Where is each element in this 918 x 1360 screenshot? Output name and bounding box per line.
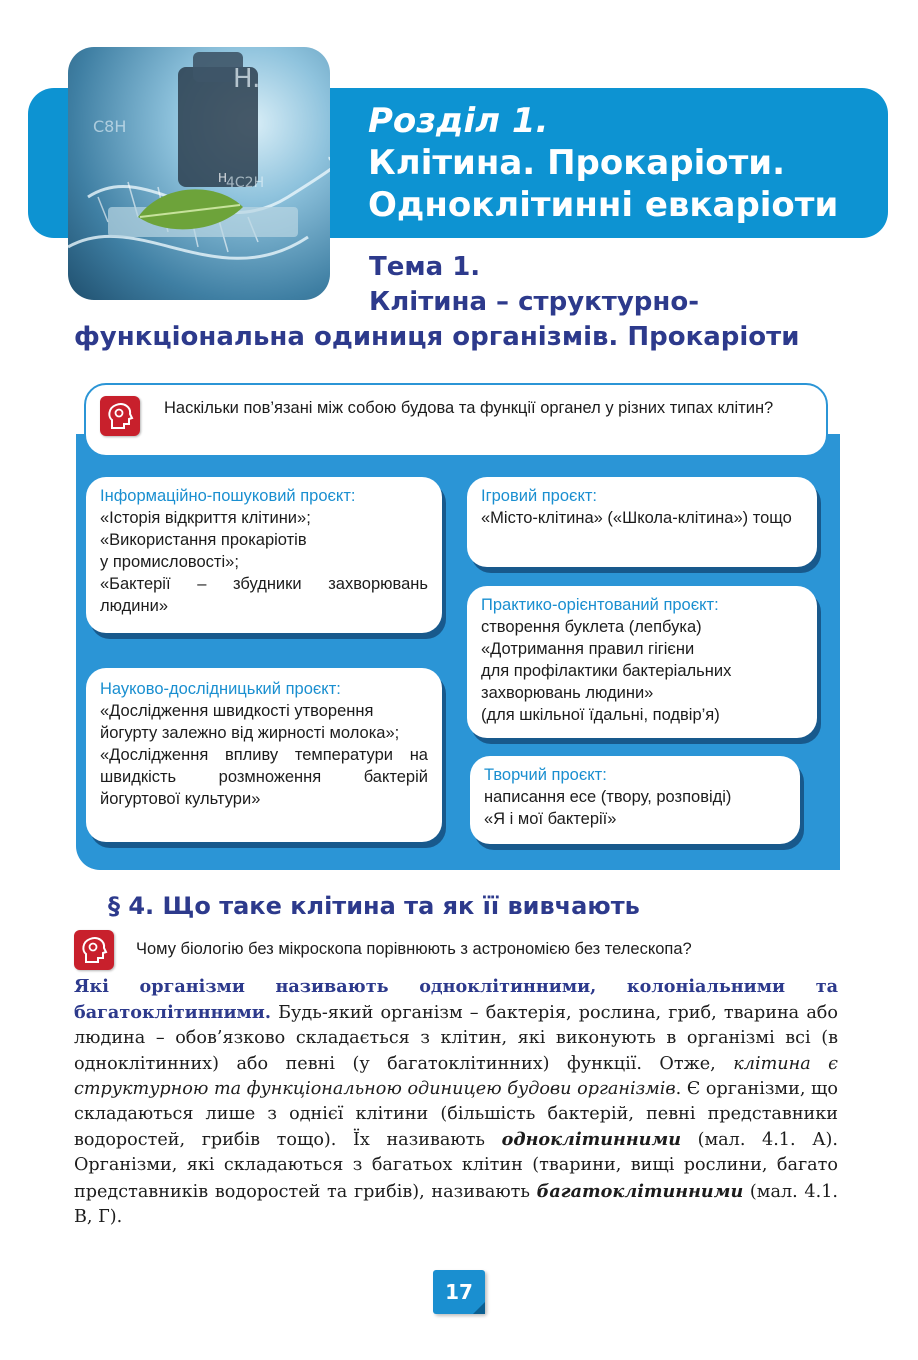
question-head-icon (100, 396, 140, 436)
paragraph-text: Будь-який організм – бактерія, рослина, гриб, тварина або людина – обов’язково складається з клітин, які виконують в організмі всі (в одноклітинних) або певні (у багатоклітинних) функції. Отже, (74, 1003, 838, 1074)
project-game-heading: Ігровий проєкт: (481, 487, 597, 505)
section-question: Чому біологію без мікроскопа порівнюють з астрономією без телескопа? (136, 940, 692, 958)
project-creative-line: «Я і мої бактерії» (484, 810, 617, 828)
term-unicellular: одноклітинними (501, 1129, 681, 1151)
term-multicellular: багатоклітинними (536, 1180, 744, 1202)
paragraph-text: (мал. 4.1. В, Г). (74, 1181, 838, 1227)
page-corner-fold (473, 1302, 485, 1314)
topic-title-line1: Клітина – структурно- (369, 287, 700, 317)
project-practice-line: для профілактики бактеріальних (481, 662, 732, 680)
project-info-line: «Історія відкриття клітини»; (100, 509, 311, 527)
page-number-text: 17 (445, 1280, 473, 1304)
photo-text-atom: H (218, 171, 228, 185)
paragraph-text: . Є організми, що складаються лише з однієї клітини (більшість бактерій, певні представники водоростей, грибів тощо). Їх називають (74, 1078, 838, 1151)
project-research-heading: Науково-дослідницький проєкт: (100, 680, 341, 698)
page-number (433, 1270, 485, 1314)
chapter-title-line1: Клітина. Прокаріоти. (368, 143, 786, 183)
project-info-heading: Інформаційно-пошуковий проєкт: (100, 487, 356, 505)
project-practice-line: створення буклета (лепбука) (481, 618, 702, 636)
chapter-label: Розділ 1. (368, 101, 549, 141)
section-title: § 4. Що таке клітина та як її вивчають (108, 892, 640, 920)
topic-label: Тема 1. (369, 252, 481, 282)
chapter-title (368, 100, 888, 226)
project-research-line: «Дослідження впливу температури на швидкість розмноження бактерій йогуртової культури» (100, 746, 428, 808)
project-practice-line: «Дотримання правил гігієни (481, 640, 695, 658)
project-info-line: «Бактерії – збудники захворювань людини» (100, 575, 428, 615)
microscope-photo (68, 47, 330, 300)
project-creative-heading: Творчий проєкт: (484, 766, 607, 784)
project-card-practice (467, 586, 817, 738)
project-practice-line: захворювань людини» (481, 684, 654, 702)
paragraph-text: (мал. 4.1. А). Організми, які складаються з багатьох клітин (тварини, вищі рослини, багато представників водоростей та грибів), називають (74, 1130, 838, 1202)
photo-text-h: H. (233, 64, 261, 94)
question-head-icon (74, 930, 114, 970)
project-practice-heading: Практико-орієнтований проєкт: (481, 596, 719, 614)
project-info-line: у промисловості»; (100, 553, 239, 571)
body-paragraph (74, 974, 838, 1230)
topic-title-line2: функціональна одиниця організмів. Прокаріоти (74, 322, 800, 352)
project-research-line: «Дослідження швидкості утворення йогурту залежно від жирності молока»; (100, 702, 400, 742)
project-card-research (86, 668, 442, 842)
project-game-line: «Місто-клітина» («Школа-клітина») тощо (481, 509, 792, 527)
project-card-creative (470, 756, 800, 844)
project-info-line: «Використання прокаріотів (100, 531, 307, 549)
project-creative-line: написання есе (твору, розповіді) (484, 788, 732, 806)
project-practice-line: (для шкільної їдальні, подвір’я) (481, 706, 720, 724)
chapter-title-line2: Одноклітинні евкаріоти (368, 185, 839, 225)
key-question-text: Наскільки пов’язані між собою будова та функції органел у різних типах клітин? (164, 399, 774, 417)
photo-text-formula: C8H (93, 117, 127, 136)
project-card-game (467, 477, 817, 567)
paragraph-lead: Які організми називають одноклітинними, колоніальними та багатоклітинними. (74, 976, 838, 1024)
key-question-card (84, 383, 828, 457)
photo-text-c4: 4C2H (226, 175, 265, 191)
microscope-leaf-illustration (68, 47, 330, 300)
paragraph-italic: клітина є структурною та функціональною одиницею будови організмів (74, 1053, 839, 1099)
project-card-info (86, 477, 442, 633)
